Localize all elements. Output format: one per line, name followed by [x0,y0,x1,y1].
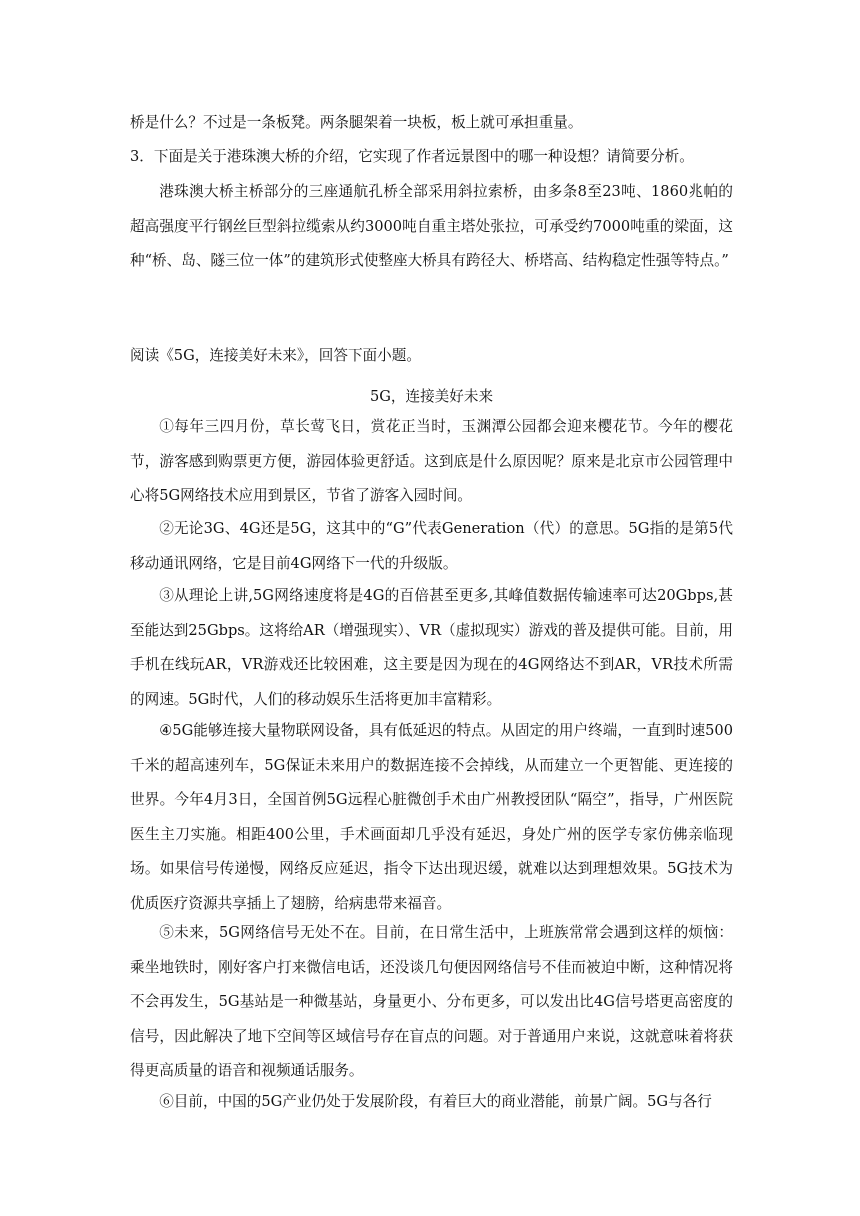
paragraph-1: ①每年三四月份，草长莺飞日，赏花正当时，玉渊潭公园都会迎来樱花节。今年的樱花节，游客感到购票更方便，游园体验更舒适。这到底是什么原因呢？原来是北京市公园管理中心将5G网络技术应用到景区，节省了游客入园时间。 [130,418,733,504]
paragraph-2: ②无论3G、4G还是5G，这其中的“G”代表Generation（代）的意思。5G指的是第5代移动通讯网络，它是目前4G网络下一代的升级版。 [130,520,733,572]
paragraph-4: ④5G能够连接大量物联网设备，具有低延迟的特点。从固定的用户终端，一直到时速500千米的超高速列车，5G保证未来用户的数据连接不会掉线，从而建立一个更智能、更连接的世界。今年4月3日，全国首例5G远程心脏微创手术由广州教授团队“隔空”，指导，广州医院医生主刀实施。相距400公里，手术画面却几乎没有延迟，身处广州的医学专家仿佛亲临现场。如果信号传递慢，网络反应延迟，指令下达出现迟缓，就难以达到理想效果。5G技术为优质医疗资源共享插上了翅膀，给病患带来福音。 [130,722,733,912]
text-line-bridge: 桥是什么？不过是一条板凳。两条腿架着一块板，板上就可承担重量。 [130,114,583,131]
article-title: 5G，连接美好未来 [369,388,494,405]
paragraph-5: ⑤未来，5G网络信号无处不在。目前，在日常生活中，上班族常常会遇到这样的烦恼：乘坐地铁时，刚好客户打来微信电话，还没谈几句便因网络信号不佳而被迫中断，这种情况将不会再发生，5G基站是一种微基站，身量更小、分布更多，可以发出比4G信号塔更高密度的信号，因此解决了地下空间等区域信号存在盲点的问题。对于普通用户来说，这就意味着将获得更高质量的语音和视频通话服务。 [130,924,733,1079]
paragraph-3: ③从理论上讲,5G网络速度将是4G的百倍甚至更多,其峰值数据传输速率可达20Gbps,甚至能达到25Gbps。这将给AR（增强现实）、VR（虚拟现实）游戏的普及提供可能。目前，用手机在线玩AR，VR游戏还比较困难，这主要是因为现在的4G网络达不到AR，VR技术所需的网速。5G时代，人们的移动娱乐生活将更加丰富精彩。 [130,587,733,708]
question-3: 3．下面是关于港珠澳大桥的介绍，它实现了作者远景图中的哪一种设想？请简要分析。 [130,148,694,165]
quote-paragraph: 港珠澳大桥主桥部分的三座通航孔桥全部采用斜拉索桥，由多条8至23吨、1860兆帕的超高强度平行钢丝巨型斜拉缆索从约3000吨自重主塔处张拉，可承受约7000吨重的梁面，这种“桥、岛、隧三位一体”的建筑形式使整座大桥具有跨径大、桥塔高、结构稳定性强等特点。” [130,183,733,269]
paragraph-6: ⑥目前，中国的5G产业仍处于发展阶段，有着巨大的商业潜能，前景广阔。5G与各行 [159,1093,712,1110]
reading-intro: 阅读《5G，连接美好未来》，回答下面小题。 [130,347,421,364]
